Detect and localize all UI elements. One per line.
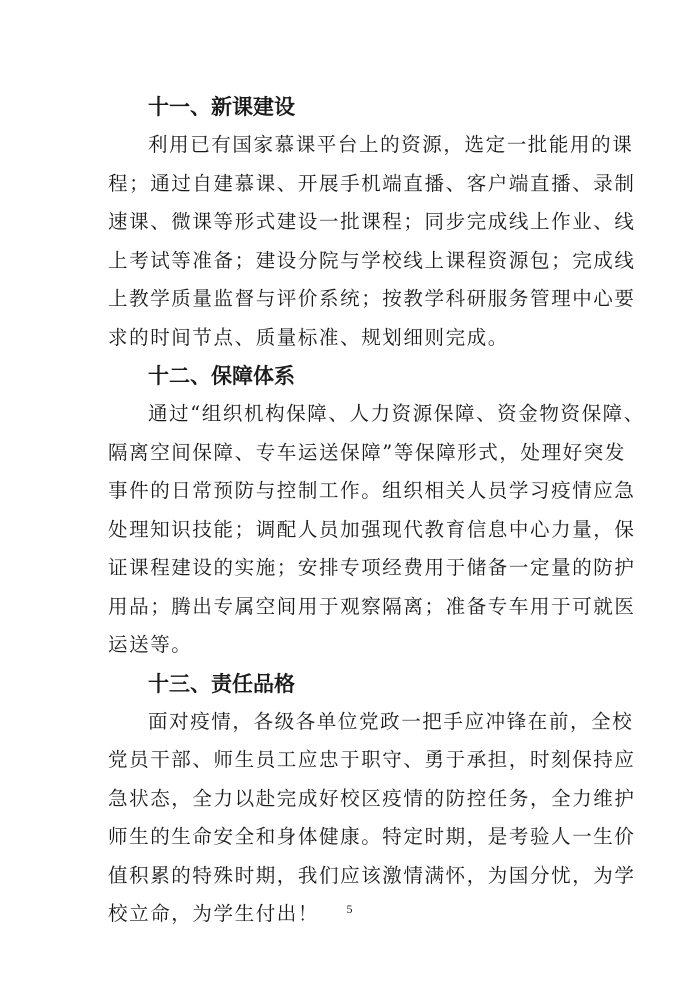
paragraph-line: 值积累的特殊时期，我们应该激情满怀，为国分忧，为学 <box>108 863 636 887</box>
paragraph-line: 求的时间节点、质量标准、规划细则完成。 <box>108 325 509 349</box>
paragraph-line: 速课、微课等形式建设一批课程；同步完成线上作业、线 <box>108 210 636 233</box>
paragraph-line: 校立命，为学生付出！ <box>108 902 320 925</box>
paragraph-line: 程；通过自建慕课、开展手机端直播、客户端直播、录制 <box>108 171 636 195</box>
section-heading: 十一、新课建设 <box>148 95 295 119</box>
paragraph-line: 面对疫情，各级各单位党政一把手应冲锋在前，全校 <box>148 709 634 733</box>
page-number: 5 <box>346 902 353 916</box>
paragraph-line: 利用已有国家慕课平台上的资源，选定一批能用的课 <box>148 133 634 156</box>
paragraph-line: 隔离空间保障、专车运送保障”等保障形式，处理好突发 <box>108 440 626 464</box>
paragraph-line: 处理知识技能；调配人员加强现代教育信息中心力量，保 <box>108 517 636 541</box>
paragraph-line: 党员干部、师生员工应忠于职守、勇于承担，时刻保持应 <box>108 748 636 771</box>
section-heading: 十三、责任品格 <box>148 671 295 696</box>
section-heading: 十二、保障体系 <box>148 364 295 388</box>
paragraph-line: 通过“组织机构保障、人力资源保障、资金物资保障、 <box>148 402 645 425</box>
paragraph-line: 上教学质量监督与评价系统；按教学科研服务管理中心要 <box>108 287 636 310</box>
paragraph-line: 急状态，全力以赴完成好校区疫情的防控任务，全力维护 <box>108 786 636 810</box>
document-body <box>108 88 645 934</box>
paragraph-line: 证课程建设的实施；安排专项经费用于储备一定量的防护 <box>108 556 636 579</box>
paragraph-line: 运送等。 <box>108 633 193 656</box>
paragraph-line: 用品；腾出专属空间用于观察隔离；准备专车用于可就医 <box>108 594 636 618</box>
paragraph-line: 师生的生命安全和身体健康。特定时期，是考验人一生价 <box>108 825 636 848</box>
paragraph-line: 上考试等准备；建设分院与学校线上课程资源包；完成线 <box>108 248 636 272</box>
paragraph-line: 事件的日常预防与控制工作。组织相关人员学习疫情应急 <box>108 479 636 502</box>
